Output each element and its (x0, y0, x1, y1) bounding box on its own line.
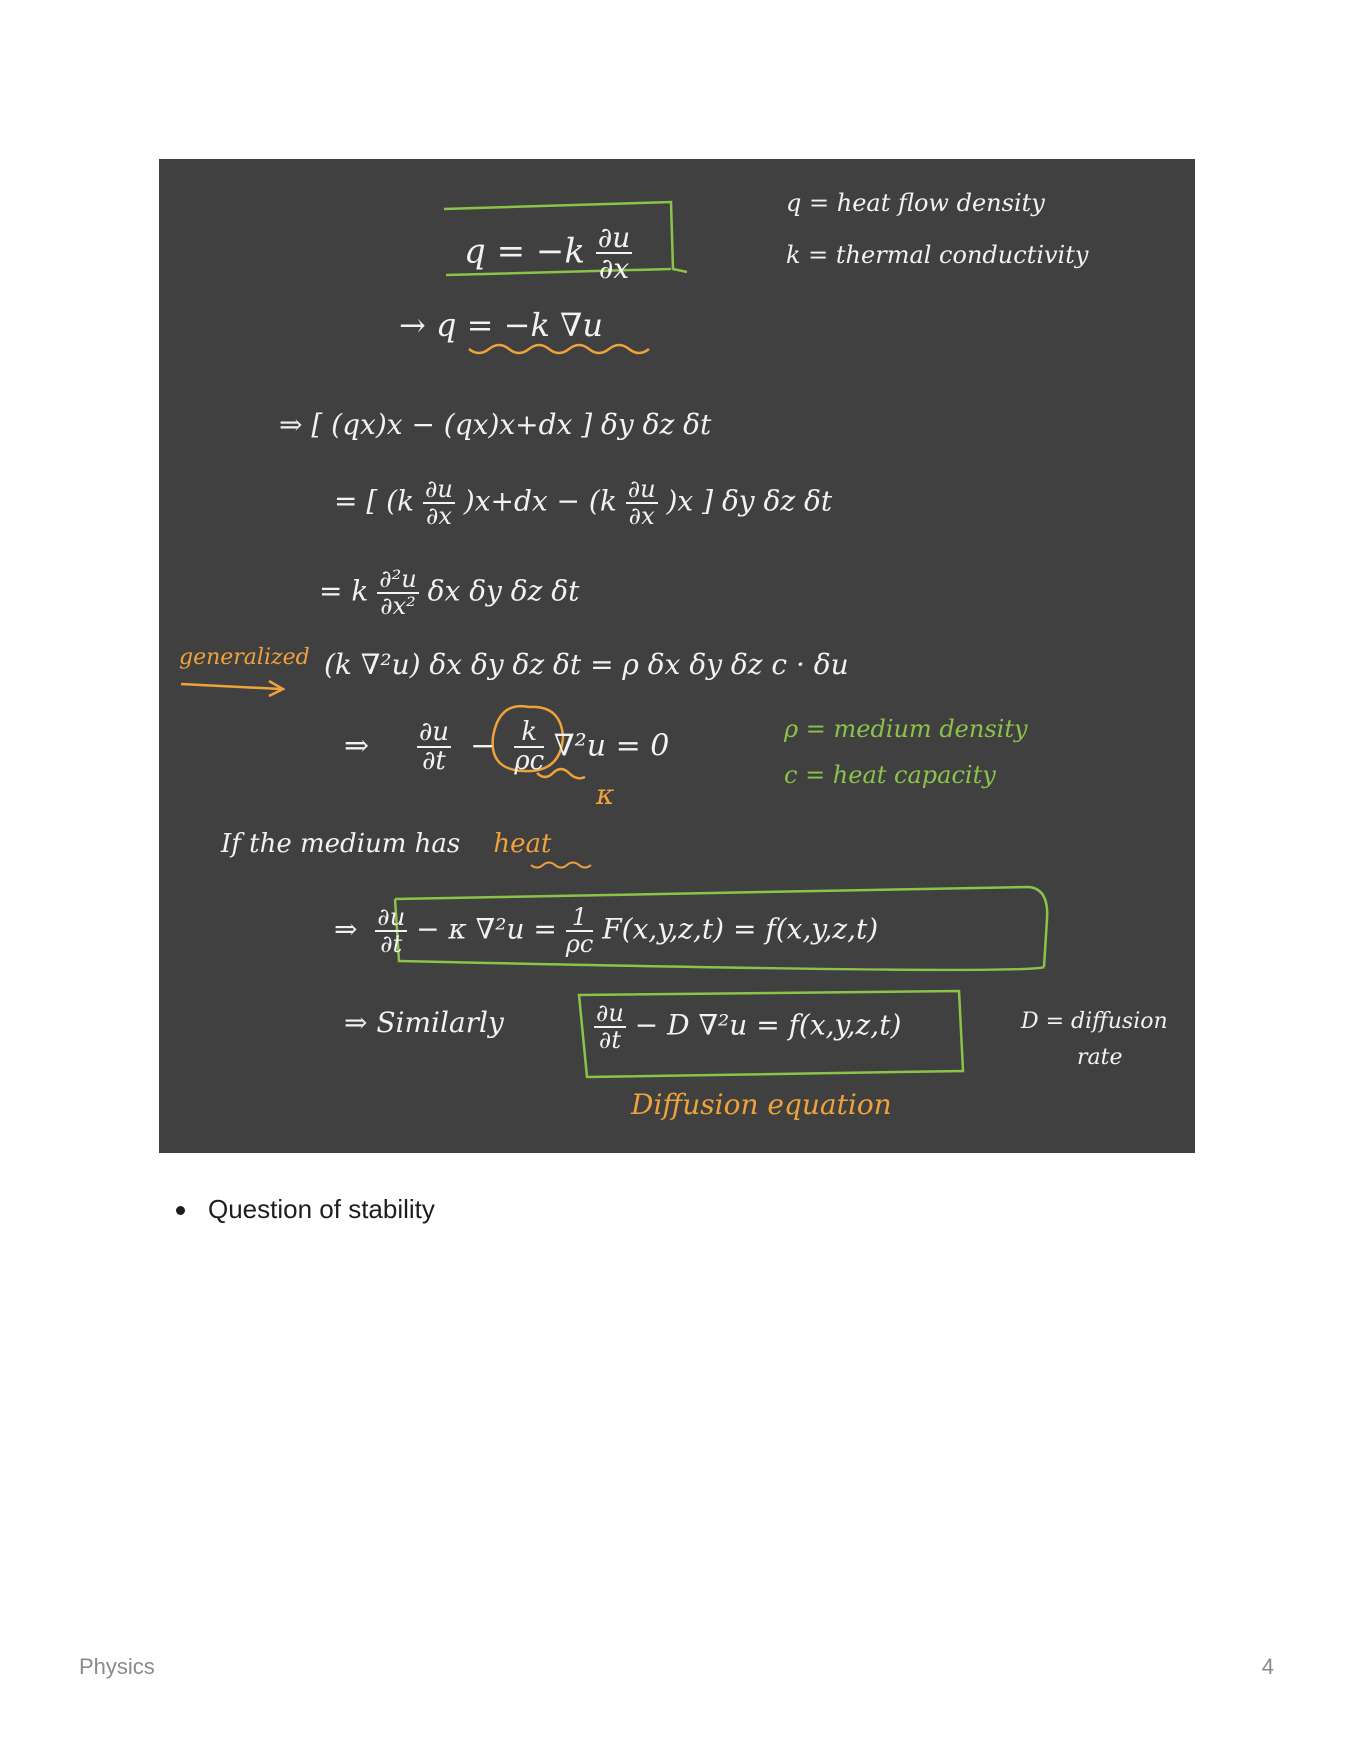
definition-rho: ρ = medium density (784, 715, 1028, 743)
second-fraction: $\frac{\text{∂²u}}{\text{∂x²}}$ (379, 565, 417, 621)
diffusion-caption: Diffusion equation (631, 1088, 892, 1121)
diffusion-equation: $\frac{\partial u}{\partial t}$ − D ∇²u = f(x,y,z,t) (596, 999, 902, 1055)
heat-underline (531, 863, 591, 868)
expanded-close: )x ] δy δz δt (666, 484, 833, 518)
expanded-frac-2: $\frac{\partial u}{\partial x}$ (627, 475, 656, 531)
fourier-law-fraction (596, 223, 633, 284)
similarly-label: ⇒ Similarly (344, 1006, 504, 1039)
heat-word: heat (493, 829, 552, 859)
definition-q: q = heat flow density (786, 189, 1045, 217)
generalized-equation: (k ∇²u) δx δy δz δt = ρ δx δy δz c · δu (324, 648, 849, 681)
vector-fourier-law: → q = −k ∇u (399, 306, 603, 344)
definition-k: k = thermal conductivity (786, 241, 1089, 269)
list-item: Question of stability (172, 1194, 435, 1225)
definition-D-rate: rate (1077, 1045, 1123, 1070)
if-medium-line: If the medium has heat (221, 829, 552, 859)
expanded-middle: )x+dx − (k (463, 484, 617, 518)
expanded-frac-1: $\frac{\partial u}{\partial x}$ (424, 475, 453, 531)
page-number: 4 (1261, 1654, 1274, 1679)
source-frac-2: $\frac{1}{\rho c}$ (565, 903, 594, 959)
expanded-equation (334, 477, 832, 529)
heat-frac-1: $\frac{\partial u}{\partial t}$ (418, 717, 450, 777)
kappa-note: κ (596, 778, 615, 811)
source-frac-1: $\frac{\partial u}{\partial t}$ (377, 903, 406, 959)
handwritten-notes-board (159, 159, 1195, 1153)
bullet-list (172, 1194, 435, 1225)
diffusion-frac: $\frac{\partial u}{\partial t}$ (596, 999, 624, 1055)
footer-title: Physics (79, 1654, 155, 1679)
expanded-open: = [ (k (334, 484, 415, 518)
fourier-law-lhs: q = −k (464, 231, 585, 272)
fourier-law (464, 223, 632, 284)
frac-numerator: ∂u (597, 221, 631, 254)
heat-tail: ∇²u = 0 (553, 728, 670, 764)
frac-denominator: ∂x (598, 252, 630, 286)
second-derivative-equation (319, 567, 579, 619)
second-lhs: = k (319, 574, 369, 608)
generalized-arrow (181, 681, 283, 696)
definition-c: c = heat capacity (784, 761, 996, 789)
heat-equation: ⇒ $\frac{\partial u}{\partial t}$ − $\frac{k}{\rho c}$ ∇²u = 0 (344, 717, 670, 777)
definition-D: D = diffusion (1021, 1009, 1168, 1034)
source-equation: ⇒ $\frac{\partial u}{\partial t}$ − κ ∇²u = $\frac{1}{\rho c}$ F(x,y,z,t) = f(x,y,z,t) (334, 903, 879, 959)
heat-frac-2: $\frac{k}{\rho c}$ (514, 717, 545, 777)
vector-underline (469, 345, 649, 353)
heat-arrow: ⇒ (344, 728, 370, 764)
generalized-label: generalized (179, 645, 310, 670)
second-tail: δx δy δz δt (427, 574, 580, 608)
balance-equation: ⇒ [ (qx)x − (qx)x+dx ] δy δz δt (279, 408, 712, 441)
